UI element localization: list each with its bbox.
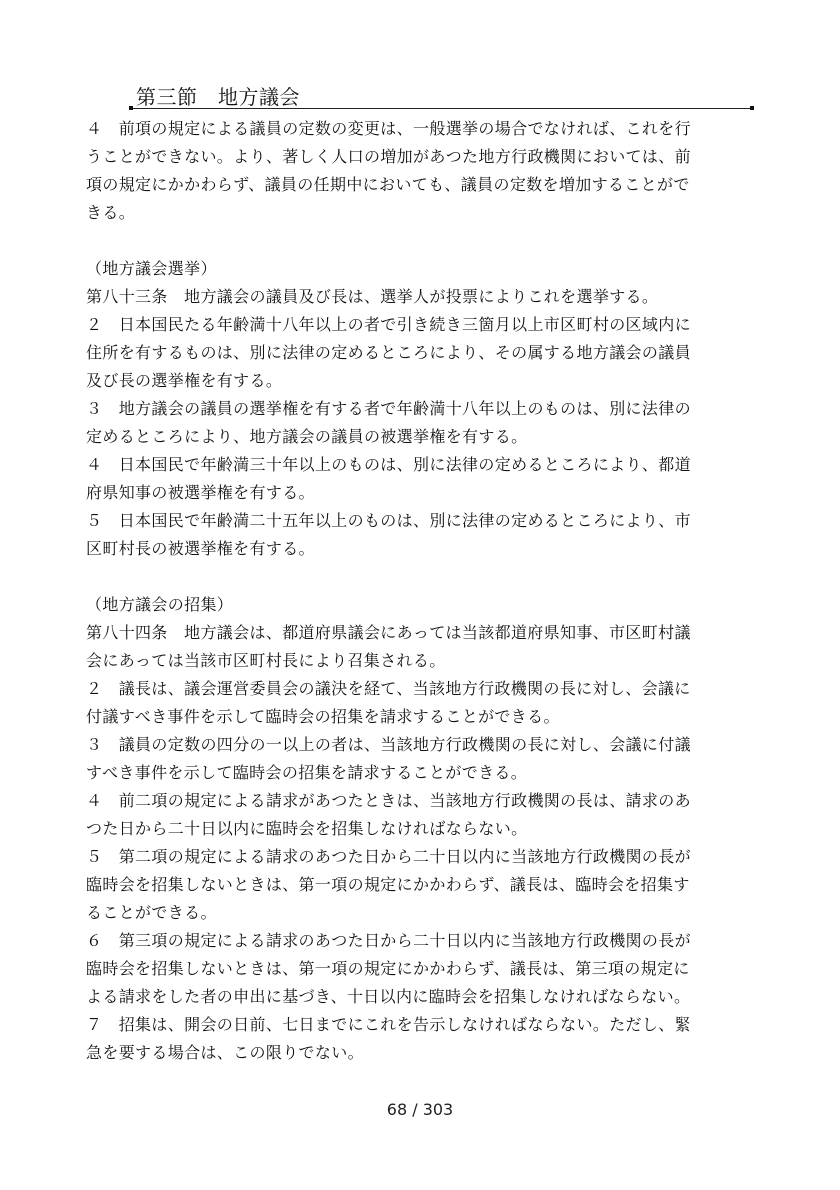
header-rule bbox=[130, 108, 752, 109]
text-line: つた日から二十日以内に臨時会を招集しなければならない。 bbox=[86, 819, 528, 838]
text-line: 区町村長の被選挙権を有する。 bbox=[86, 539, 315, 558]
text-line: ３ 地方議会の議員の選挙権を有する者で年齢満十八年以上のものは、別に法律の bbox=[86, 399, 691, 418]
section-header bbox=[130, 84, 752, 110]
text-line: 臨時会を招集しないときは、第一項の規定にかかわらず、議長は、臨時会を招集す bbox=[86, 875, 690, 894]
text-line: 定めるところにより、地方議会の議員の被選挙権を有する。 bbox=[86, 427, 528, 446]
text-line: 第八十三条 地方議会の議員及び長は、選挙人が投票によりこれを選挙する。 bbox=[86, 287, 659, 306]
text-line: 及び長の選挙権を有する。 bbox=[86, 371, 283, 390]
text-line: ４ 日本国民で年齢満三十年以上のものは、別に法律の定めるところにより、都道 bbox=[86, 455, 691, 474]
text-line: ４ 前二項の規定による請求があつたときは、当該地方行政機関の長は、請求のあ bbox=[86, 791, 691, 810]
text-line: （地方議会選挙） bbox=[86, 259, 217, 278]
body-text bbox=[86, 115, 766, 1067]
blank-line bbox=[86, 227, 766, 255]
text-line: ３ 議員の定数の四分の一以上の者は、当該地方行政機関の長に対し、会議に付議 bbox=[86, 735, 691, 754]
rule-end-dot bbox=[750, 106, 754, 110]
text-line: ２ 議長は、議会運営委員会の議決を経て、当該地方行政機関の長に対し、会議に bbox=[86, 679, 691, 698]
text-line: 会にあっては当該市区町村長により召集される。 bbox=[86, 651, 446, 670]
text-line: 付議すべき事件を示して臨時会の招集を請求することができる。 bbox=[86, 707, 560, 726]
text-line: ５ 第二項の規定による請求のあつた日から二十日以内に当該地方行政機関の長が bbox=[86, 847, 691, 866]
text-line: ることができる。 bbox=[86, 903, 217, 922]
text-line: ２ 日本国民たる年齢満十八年以上の者で引き続き三箇月以上市区町村の区域内に bbox=[86, 315, 691, 334]
text-line: うことができない。より、著しく人口の増加があつた地方行政機関においては、前 bbox=[86, 147, 691, 166]
section-title: 第三節 地方議会 bbox=[136, 85, 300, 109]
text-line: ７ 招集は、開会の日前、七日までにこれを告示しなければならない。ただし、緊 bbox=[86, 1015, 691, 1034]
text-line: 第八十四条 地方議会は、都道府県議会にあっては当該都道府県知事、市区町村議 bbox=[86, 623, 691, 642]
text-line: きる。 bbox=[86, 203, 136, 222]
text-line: 臨時会を招集しないときは、第一項の規定にかかわらず、議長は、第三項の規定に bbox=[86, 959, 690, 978]
text-line: （地方議会の招集） bbox=[86, 595, 234, 614]
page-number: 68 / 303 bbox=[386, 1100, 454, 1119]
blank-line bbox=[86, 563, 766, 591]
text-line: 府県知事の被選挙権を有する。 bbox=[86, 483, 315, 502]
text-line: よる請求をした者の申出に基づき、十日以内に臨時会を招集しなければならない。 bbox=[86, 987, 691, 1006]
rule-end-dot bbox=[129, 106, 133, 110]
text-line: ６ 第三項の規定による請求のあつた日から二十日以内に当該地方行政機関の長が bbox=[86, 931, 691, 950]
text-line: 項の規定にかかわらず、議員の任期中においても、議員の定数を増加することがで bbox=[86, 175, 690, 194]
text-line: 住所を有するものは、別に法律の定めるところにより、その属する地方議会の議員 bbox=[86, 343, 691, 362]
text-line: ５ 日本国民で年齢満二十五年以上のものは、別に法律の定めるところにより、市 bbox=[86, 511, 691, 530]
text-line: 急を要する場合は、この限りでない。 bbox=[86, 1043, 364, 1062]
text-line: すべき事件を示して臨時会の招集を請求することができる。 bbox=[86, 763, 528, 782]
text-line: ４ 前項の規定による議員の定数の変更は、一般選挙の場合でなければ、これを行 bbox=[86, 119, 691, 138]
